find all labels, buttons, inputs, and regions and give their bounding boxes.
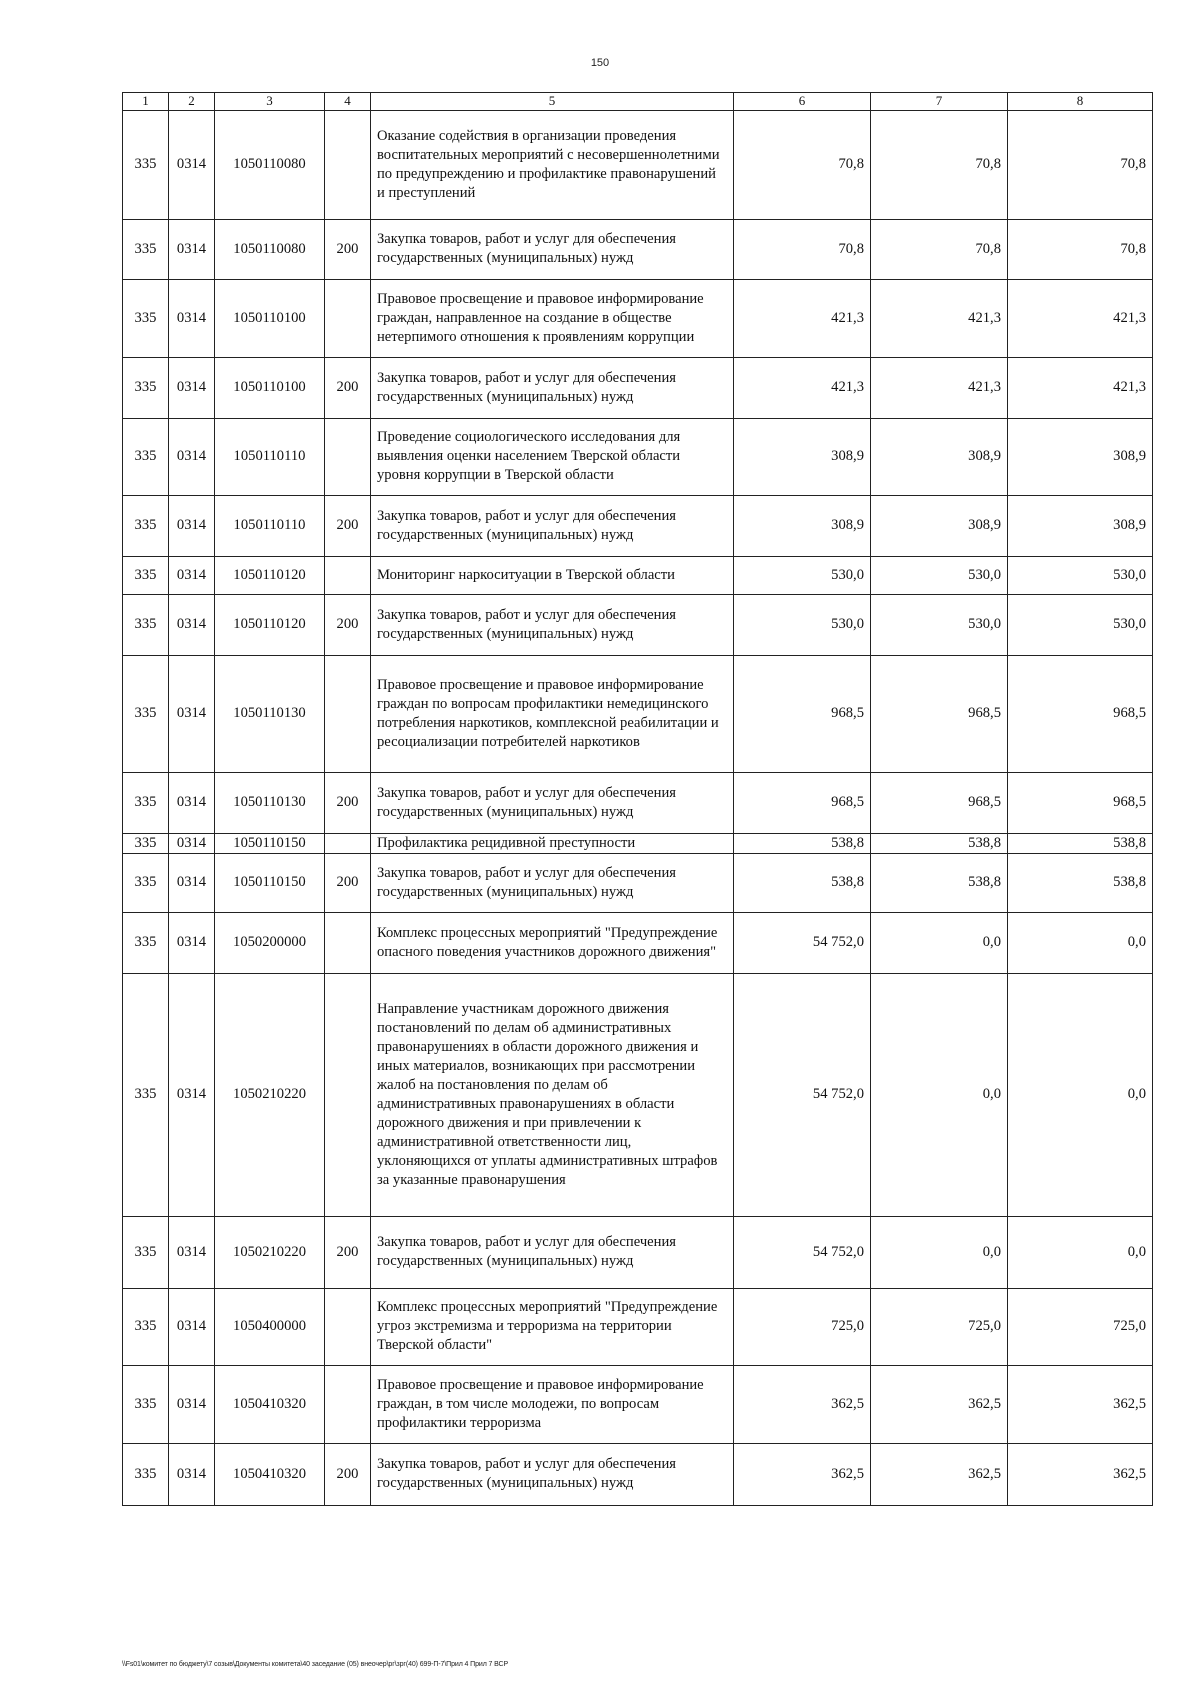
section-code-cell: 0314 xyxy=(169,1216,215,1288)
amount-year3-cell: 308,9 xyxy=(1008,418,1153,495)
amount-year1-cell: 54 752,0 xyxy=(734,912,871,973)
table-row xyxy=(123,556,1153,594)
table-row xyxy=(123,1216,1153,1288)
amount-year2-cell: 421,3 xyxy=(871,279,1008,357)
department-code-cell: 335 xyxy=(123,853,169,912)
table-row xyxy=(123,973,1153,1216)
table-row xyxy=(123,1365,1153,1443)
table-row xyxy=(123,1288,1153,1365)
amount-year3-cell: 0,0 xyxy=(1008,912,1153,973)
amount-year3-cell: 308,9 xyxy=(1008,495,1153,556)
amount-year3-cell: 421,3 xyxy=(1008,279,1153,357)
target-article-cell: 1050110100 xyxy=(215,357,325,418)
amount-year1-cell: 530,0 xyxy=(734,556,871,594)
department-code-cell: 335 xyxy=(123,1365,169,1443)
description-cell: Закупка товаров, работ и услуг для обеспечения государственных (муниципальных) нужд xyxy=(371,357,734,418)
amount-year2-cell: 308,9 xyxy=(871,418,1008,495)
amount-year3-cell: 362,5 xyxy=(1008,1443,1153,1505)
section-code-cell: 0314 xyxy=(169,1365,215,1443)
column-header: 8 xyxy=(1008,93,1153,111)
department-code-cell: 335 xyxy=(123,912,169,973)
expense-type-cell: 200 xyxy=(325,357,371,418)
amount-year1-cell: 725,0 xyxy=(734,1288,871,1365)
target-article-cell: 1050110110 xyxy=(215,495,325,556)
expense-type-cell: 200 xyxy=(325,772,371,833)
section-code-cell: 0314 xyxy=(169,556,215,594)
section-code-cell: 0314 xyxy=(169,973,215,1216)
section-code-cell: 0314 xyxy=(169,1443,215,1505)
amount-year2-cell: 308,9 xyxy=(871,495,1008,556)
target-article-cell: 1050110150 xyxy=(215,833,325,853)
table-row xyxy=(123,219,1153,279)
section-code-cell: 0314 xyxy=(169,655,215,772)
amount-year1-cell: 54 752,0 xyxy=(734,1216,871,1288)
amount-year1-cell: 421,3 xyxy=(734,279,871,357)
table-row xyxy=(123,853,1153,912)
department-code-cell: 335 xyxy=(123,495,169,556)
target-article-cell: 1050110150 xyxy=(215,853,325,912)
file-path-footer: \\Fs01\комитет по бюджету\7 созыв\Документы комитета\40 заседание (05) внеочер\рг\зрг(40) 699-П-7\Прил 4 Прил 7 ВСР xyxy=(122,1661,509,1668)
target-article-cell: 1050200000 xyxy=(215,912,325,973)
target-article-cell: 1050110130 xyxy=(215,655,325,772)
expense-type-cell: 200 xyxy=(325,1216,371,1288)
target-article-cell: 1050110100 xyxy=(215,279,325,357)
table-row xyxy=(123,357,1153,418)
amount-year1-cell: 968,5 xyxy=(734,655,871,772)
section-code-cell: 0314 xyxy=(169,1288,215,1365)
expense-type-cell: 200 xyxy=(325,219,371,279)
description-cell: Правовое просвещение и правовое информирование граждан, в том числе молодежи, по вопросам профилактики терроризма xyxy=(371,1365,734,1443)
amount-year2-cell: 725,0 xyxy=(871,1288,1008,1365)
column-header: 4 xyxy=(325,93,371,111)
expense-type-cell xyxy=(325,556,371,594)
table-row xyxy=(123,772,1153,833)
amount-year2-cell: 0,0 xyxy=(871,912,1008,973)
target-article-cell: 1050400000 xyxy=(215,1288,325,1365)
amount-year2-cell: 362,5 xyxy=(871,1365,1008,1443)
expense-type-cell: 200 xyxy=(325,594,371,655)
department-code-cell: 335 xyxy=(123,1443,169,1505)
table-row xyxy=(123,279,1153,357)
target-article-cell: 1050110080 xyxy=(215,110,325,219)
table-row xyxy=(123,418,1153,495)
amount-year2-cell: 530,0 xyxy=(871,556,1008,594)
section-code-cell: 0314 xyxy=(169,912,215,973)
description-cell: Закупка товаров, работ и услуг для обеспечения государственных (муниципальных) нужд xyxy=(371,495,734,556)
amount-year3-cell: 362,5 xyxy=(1008,1365,1153,1443)
amount-year1-cell: 530,0 xyxy=(734,594,871,655)
amount-year1-cell: 70,8 xyxy=(734,110,871,219)
amount-year1-cell: 308,9 xyxy=(734,495,871,556)
section-code-cell: 0314 xyxy=(169,853,215,912)
amount-year1-cell: 308,9 xyxy=(734,418,871,495)
expense-type-cell xyxy=(325,279,371,357)
description-cell: Закупка товаров, работ и услуг для обеспечения государственных (муниципальных) нужд xyxy=(371,219,734,279)
table-row xyxy=(123,655,1153,772)
amount-year2-cell: 538,8 xyxy=(871,853,1008,912)
description-cell: Проведение социологического исследования для выявления оценки населением Тверской области уровня коррупции в Тверской области xyxy=(371,418,734,495)
target-article-cell: 1050110120 xyxy=(215,556,325,594)
description-cell: Правовое просвещение и правовое информирование граждан, направленное на создание в обществе нетерпимого отношения к проявлениям коррупции xyxy=(371,279,734,357)
amount-year3-cell: 968,5 xyxy=(1008,655,1153,772)
description-cell: Закупка товаров, работ и услуг для обеспечения государственных (муниципальных) нужд xyxy=(371,1216,734,1288)
department-code-cell: 335 xyxy=(123,110,169,219)
amount-year3-cell: 421,3 xyxy=(1008,357,1153,418)
amount-year2-cell: 538,8 xyxy=(871,833,1008,853)
amount-year3-cell: 725,0 xyxy=(1008,1288,1153,1365)
expense-type-cell xyxy=(325,912,371,973)
target-article-cell: 1050110130 xyxy=(215,772,325,833)
amount-year1-cell: 968,5 xyxy=(734,772,871,833)
target-article-cell: 1050210220 xyxy=(215,1216,325,1288)
table-row xyxy=(123,110,1153,219)
section-code-cell: 0314 xyxy=(169,110,215,219)
amount-year2-cell: 70,8 xyxy=(871,219,1008,279)
department-code-cell: 335 xyxy=(123,556,169,594)
amount-year1-cell: 538,8 xyxy=(734,833,871,853)
expense-type-cell xyxy=(325,418,371,495)
section-code-cell: 0314 xyxy=(169,219,215,279)
amount-year1-cell: 362,5 xyxy=(734,1365,871,1443)
department-code-cell: 335 xyxy=(123,594,169,655)
column-header: 5 xyxy=(371,93,734,111)
amount-year2-cell: 968,5 xyxy=(871,772,1008,833)
table-row xyxy=(123,1443,1153,1505)
amount-year1-cell: 54 752,0 xyxy=(734,973,871,1216)
section-code-cell: 0314 xyxy=(169,772,215,833)
table-row xyxy=(123,495,1153,556)
amount-year1-cell: 421,3 xyxy=(734,357,871,418)
description-cell: Закупка товаров, работ и услуг для обеспечения государственных (муниципальных) нужд xyxy=(371,1443,734,1505)
department-code-cell: 335 xyxy=(123,357,169,418)
description-cell: Закупка товаров, работ и услуг для обеспечения государственных (муниципальных) нужд xyxy=(371,772,734,833)
table-header xyxy=(123,93,1153,111)
amount-year2-cell: 530,0 xyxy=(871,594,1008,655)
department-code-cell: 335 xyxy=(123,973,169,1216)
amount-year2-cell: 421,3 xyxy=(871,357,1008,418)
department-code-cell: 335 xyxy=(123,279,169,357)
amount-year2-cell: 362,5 xyxy=(871,1443,1008,1505)
department-code-cell: 335 xyxy=(123,655,169,772)
amount-year3-cell: 0,0 xyxy=(1008,973,1153,1216)
expense-type-cell xyxy=(325,655,371,772)
description-cell: Закупка товаров, работ и услуг для обеспечения государственных (муниципальных) нужд xyxy=(371,594,734,655)
amount-year3-cell: 70,8 xyxy=(1008,219,1153,279)
budget-table xyxy=(122,92,1153,1506)
amount-year3-cell: 70,8 xyxy=(1008,110,1153,219)
amount-year3-cell: 530,0 xyxy=(1008,594,1153,655)
expense-type-cell xyxy=(325,973,371,1216)
description-cell: Оказание содействия в организации проведения воспитательных мероприятий с несовершеннолетними по предупреждению и профилактике правонарушений и преступлений xyxy=(371,110,734,219)
description-cell: Комплекс процессных мероприятий "Предупреждение угроз экстремизма и терроризма на территории Тверской области" xyxy=(371,1288,734,1365)
department-code-cell: 335 xyxy=(123,833,169,853)
amount-year3-cell: 968,5 xyxy=(1008,772,1153,833)
target-article-cell: 1050110080 xyxy=(215,219,325,279)
section-code-cell: 0314 xyxy=(169,418,215,495)
column-header: 6 xyxy=(734,93,871,111)
table-row xyxy=(123,912,1153,973)
target-article-cell: 1050110110 xyxy=(215,418,325,495)
expense-type-cell xyxy=(325,833,371,853)
amount-year1-cell: 70,8 xyxy=(734,219,871,279)
expense-type-cell: 200 xyxy=(325,495,371,556)
amount-year2-cell: 0,0 xyxy=(871,973,1008,1216)
description-cell: Направление участникам дорожного движения постановлений по делам об административных правонарушениях в области дорожного движения и иных материалов, возникающих при рассмотрении жалоб на постановления по делам об административных правонарушениях в области дорожного движения и при привлечении к административной ответственности лиц, уклоняющихся от уплаты административных штрафов за указанные правонарушения xyxy=(371,973,734,1216)
department-code-cell: 335 xyxy=(123,772,169,833)
amount-year2-cell: 968,5 xyxy=(871,655,1008,772)
description-cell: Правовое просвещение и правовое информирование граждан по вопросам профилактики немедицинского потребления наркотиков, комплексной реабилитации и ресоциализации потребителей наркотиков xyxy=(371,655,734,772)
description-cell: Мониторинг наркоситуации в Тверской области xyxy=(371,556,734,594)
description-cell: Закупка товаров, работ и услуг для обеспечения государственных (муниципальных) нужд xyxy=(371,853,734,912)
section-code-cell: 0314 xyxy=(169,833,215,853)
department-code-cell: 335 xyxy=(123,1216,169,1288)
expense-type-cell xyxy=(325,110,371,219)
table-body xyxy=(123,110,1153,1505)
amount-year2-cell: 70,8 xyxy=(871,110,1008,219)
expense-type-cell xyxy=(325,1365,371,1443)
description-cell: Комплекс процессных мероприятий "Предупреждение опасного поведения участников дорожного движения" xyxy=(371,912,734,973)
section-code-cell: 0314 xyxy=(169,279,215,357)
column-header: 7 xyxy=(871,93,1008,111)
amount-year1-cell: 538,8 xyxy=(734,853,871,912)
expense-type-cell: 200 xyxy=(325,853,371,912)
target-article-cell: 1050210220 xyxy=(215,973,325,1216)
amount-year3-cell: 0,0 xyxy=(1008,1216,1153,1288)
section-code-cell: 0314 xyxy=(169,495,215,556)
amount-year3-cell: 530,0 xyxy=(1008,556,1153,594)
table-row xyxy=(123,594,1153,655)
amount-year3-cell: 538,8 xyxy=(1008,833,1153,853)
amount-year2-cell: 0,0 xyxy=(871,1216,1008,1288)
expense-type-cell xyxy=(325,1288,371,1365)
description-cell: Профилактика рецидивной преступности xyxy=(371,833,734,853)
column-number-row xyxy=(123,93,1153,111)
table-row xyxy=(123,833,1153,853)
section-code-cell: 0314 xyxy=(169,594,215,655)
amount-year1-cell: 362,5 xyxy=(734,1443,871,1505)
department-code-cell: 335 xyxy=(123,219,169,279)
department-code-cell: 335 xyxy=(123,1288,169,1365)
column-header: 2 xyxy=(169,93,215,111)
section-code-cell: 0314 xyxy=(169,357,215,418)
target-article-cell: 1050410320 xyxy=(215,1365,325,1443)
target-article-cell: 1050410320 xyxy=(215,1443,325,1505)
column-header: 3 xyxy=(215,93,325,111)
amount-year3-cell: 538,8 xyxy=(1008,853,1153,912)
target-article-cell: 1050110120 xyxy=(215,594,325,655)
department-code-cell: 335 xyxy=(123,418,169,495)
page-number: 150 xyxy=(590,57,610,69)
expense-type-cell: 200 xyxy=(325,1443,371,1505)
column-header: 1 xyxy=(123,93,169,111)
